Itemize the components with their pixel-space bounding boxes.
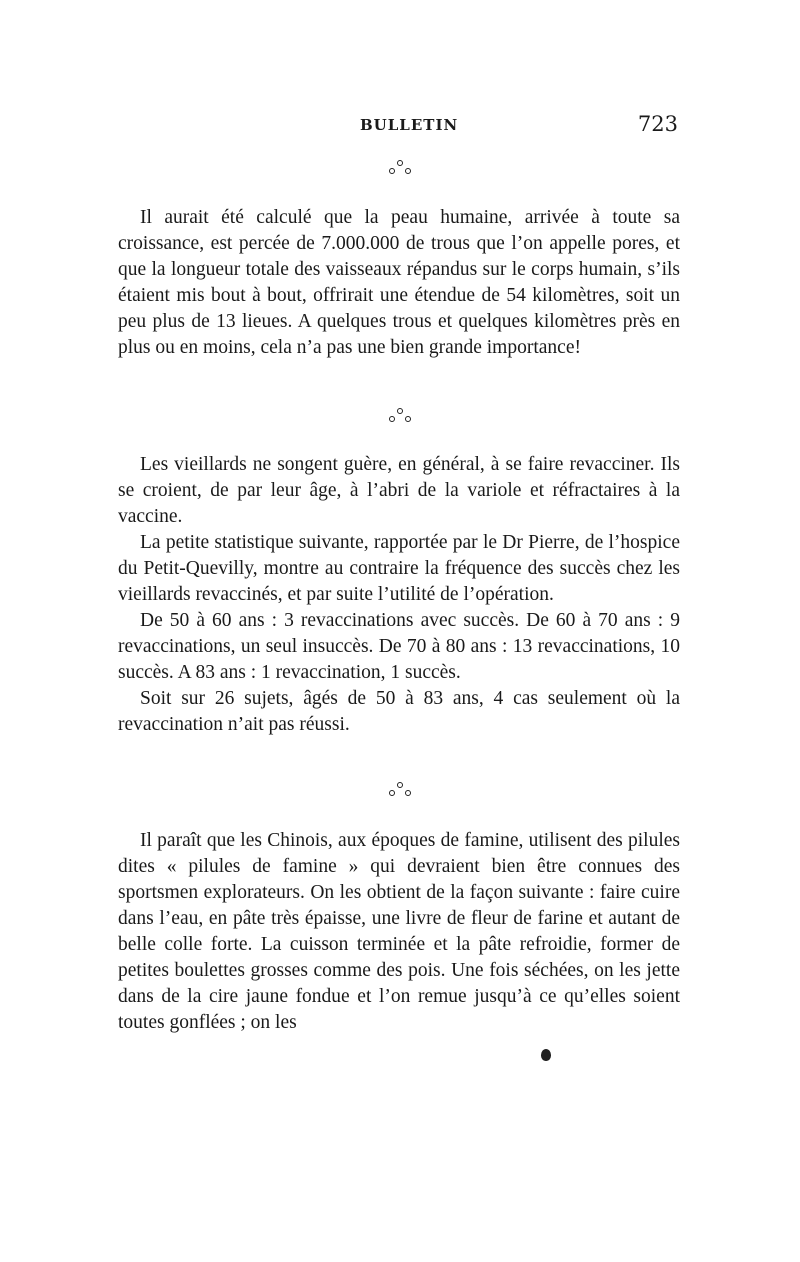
section-separator-ornament [385,160,415,180]
section-pores [118,205,680,361]
paragraph: Il paraît que les Chinois, aux époques de famine, utilisent des pilules dites « pilules de famine » qui devraient bien être connues des sportsmen explorateurs. On les obtient de la façon suivante : faire cuire dans l’eau, en pâte très épaisse, une livre de fleur de farine et autant de belle colle forte. La cuisson terminée et la pâte refroidie, former de petites boulettes grosses comme des pois. Une fois séchées, on les jette dans de la cire jaune fondue et l’on remue jusqu’à ce qu’elles soient toutes gonflées ; on les [118,830,680,1033]
section-famine-pills [118,828,680,1036]
section-revaccination [118,452,680,738]
paragraph: Il aurait été calculé que la peau humaine, arrivée à toute sa croissance, est percée de 7.000.000 de trous que l’on appelle pores, et que la longueur totale des vaisseaux répandus sur le corps humain, s’ils étaient mis bout à bout, offrirait une étendue de 54 kilomètres, soit un peu plus de 13 lieues. A quelques trous et quelques kilomètres près en plus ou en moins, cela n’a pas une bien grande importance! [118,207,680,358]
running-head: BULLETIN [360,116,459,134]
section-separator-ornament [385,782,415,802]
section-separator-ornament [385,408,415,428]
page-header [118,112,678,140]
paragraph: La petite statistique suivante, rapportée par le Dr Pierre, de l’hospice du Petit-Quevilly, montre au contraire la fréquence des succès chez les vieillards revaccinés, et par suite l’utilité de l’opération. [118,532,680,605]
ink-blot-mark [541,1049,551,1061]
paragraph: Soit sur 26 sujets, âgés de 50 à 83 ans, 4 cas seulement où la revaccination n’ait pas réussi. [118,688,680,735]
page-number: 723 [637,112,678,136]
paragraph: De 50 à 60 ans : 3 revaccinations avec succès. De 60 à 70 ans : 9 revaccinations, un seul insuccès. De 70 à 80 ans : 13 revaccinations, 10 succès. A 83 ans : 1 revaccination, 1 succès. [118,610,680,683]
paragraph: Les vieillards ne songent guère, en général, à se faire revacciner. Ils se croient, de par leur âge, à l’abri de la variole et réfractaires à la vaccine. [118,454,680,527]
